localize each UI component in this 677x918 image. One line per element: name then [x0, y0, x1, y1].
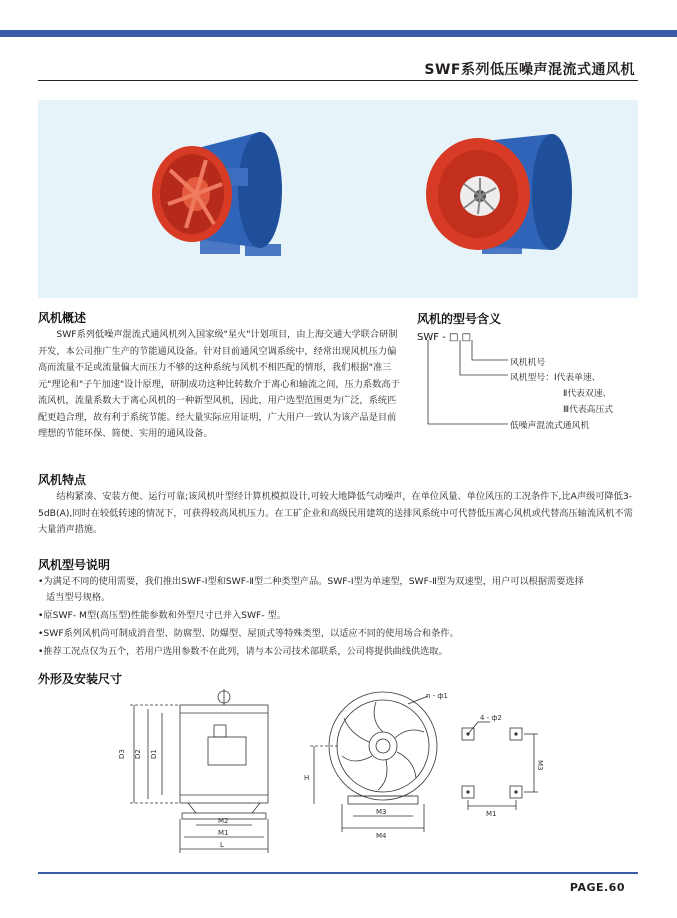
dim-label-d2: D2 [134, 749, 142, 759]
model-code-leader-lines [420, 340, 520, 430]
top-accent-bar [0, 30, 677, 37]
page-number: PAGE.60 [569, 881, 625, 894]
dim-label-d3: D3 [118, 749, 126, 759]
model-note-1: •为满足不同的使用需要，我们推出SWF-Ⅰ型和SWF-Ⅱ型二种类型产品。SWF-Ⅰ型为单速型，SWF-Ⅱ型为双速型，用户可以根据需要选择 [38, 576, 584, 587]
dim-label-m3-base: M3 [536, 760, 544, 771]
dim-label-h: H [304, 774, 310, 782]
overview-text [38, 327, 402, 443]
side-view-drawing [110, 685, 300, 860]
dim-label-m4: M4 [376, 832, 387, 840]
model-notes-heading: 风机型号说明 [38, 558, 111, 572]
model-note-3: •SWF系列风机尚可制成消音型、防腐型、防爆型、屋顶式等特殊类型，以适应不同的使用场合和条件。 [38, 628, 459, 639]
dim-label-holes-n: n - ф1 [426, 692, 448, 700]
page-header-title: SWF系列低压噪声混流式通风机 [424, 62, 635, 78]
model-meaning-heading: 风机的型号含义 [417, 312, 502, 326]
features-text [38, 489, 638, 539]
model-note-2: •原SWF- M型(高压型)性能参数和外型尺寸已并入SWF- 型。 [38, 610, 286, 621]
dim-label-m3-front: M3 [376, 808, 387, 816]
fan-photo-right [420, 118, 590, 278]
front-view-drawing [298, 690, 448, 855]
model-line-type-3: Ⅲ代表高压式 [563, 405, 614, 415]
fan-photo-left [140, 120, 310, 280]
model-line-size: 风机机号 [510, 358, 546, 368]
model-line-type: 风机型号：Ⅰ代表单速、 [510, 373, 601, 383]
model-note-4: •推荐工况点仅为五个，若用户选用参数不在此列，请与本公司技术部联系，公司将提供曲线供选取。 [38, 646, 448, 657]
dim-label-m1-base: M1 [486, 810, 497, 818]
dim-label-d1: D1 [150, 749, 158, 759]
model-line-series: 低噪声混流式通风机 [510, 421, 590, 431]
dim-label-l: L [220, 841, 224, 849]
dimensions-heading: 外形及安装尺寸 [38, 672, 123, 686]
model-code: SWF - □ □ [417, 332, 472, 343]
overview-paragraph: SWF系列低噪声混流式通风机列入国家级"星火"计划项目，由上海交通大学联合研制开发，本公司推广生产的节能通风设备。针对目前通风空调系统中，经常出现风机压力偏高而流量不足或流量偏大而压力不够的这种系统与风机不相匹配的情形，我们根据"准三元"理论和"子午加速"设计原理，研制成功这种比转数介于离心和轴流之间，压力系数高于流风机，流量系数大于离心风机的一种新型风机，因此，用户选型范围更为广泛，系统匹配更趋合理，故有利于系统节能。经大量实际应用证明，广大用户一致认为该产品是目前理想的节能环保、简便、实用的通风设备。 [38, 329, 400, 439]
base-plan-drawing [450, 710, 560, 820]
overview-heading: 风机概述 [38, 311, 87, 325]
footer-rule [38, 872, 638, 874]
dim-label-m1: M1 [218, 829, 229, 837]
features-paragraph: 结构紧凑、安装方便、运行可靠;该风机叶型经计算机模拟设计,可较大地降低气动噪声，在单位风量、单位风压的工况条件下,比A声级可降低3-5dB(A),同时在较低转速的情况下，可获得较高风机压力。在工矿企业和高级民用建筑的送排风系统中可代替低压离心风机或代替高压轴流风机不需大量消声措施。 [38, 491, 633, 535]
model-line-type-2: Ⅱ代表双速、 [563, 389, 612, 399]
model-note-1-cont: 适当型号规格。 [46, 592, 111, 603]
dim-label-m2: M2 [218, 817, 229, 825]
dim-label-holes-4: 4 - ф2 [480, 714, 502, 722]
features-heading: 风机特点 [38, 473, 87, 487]
header-rule [38, 80, 638, 81]
